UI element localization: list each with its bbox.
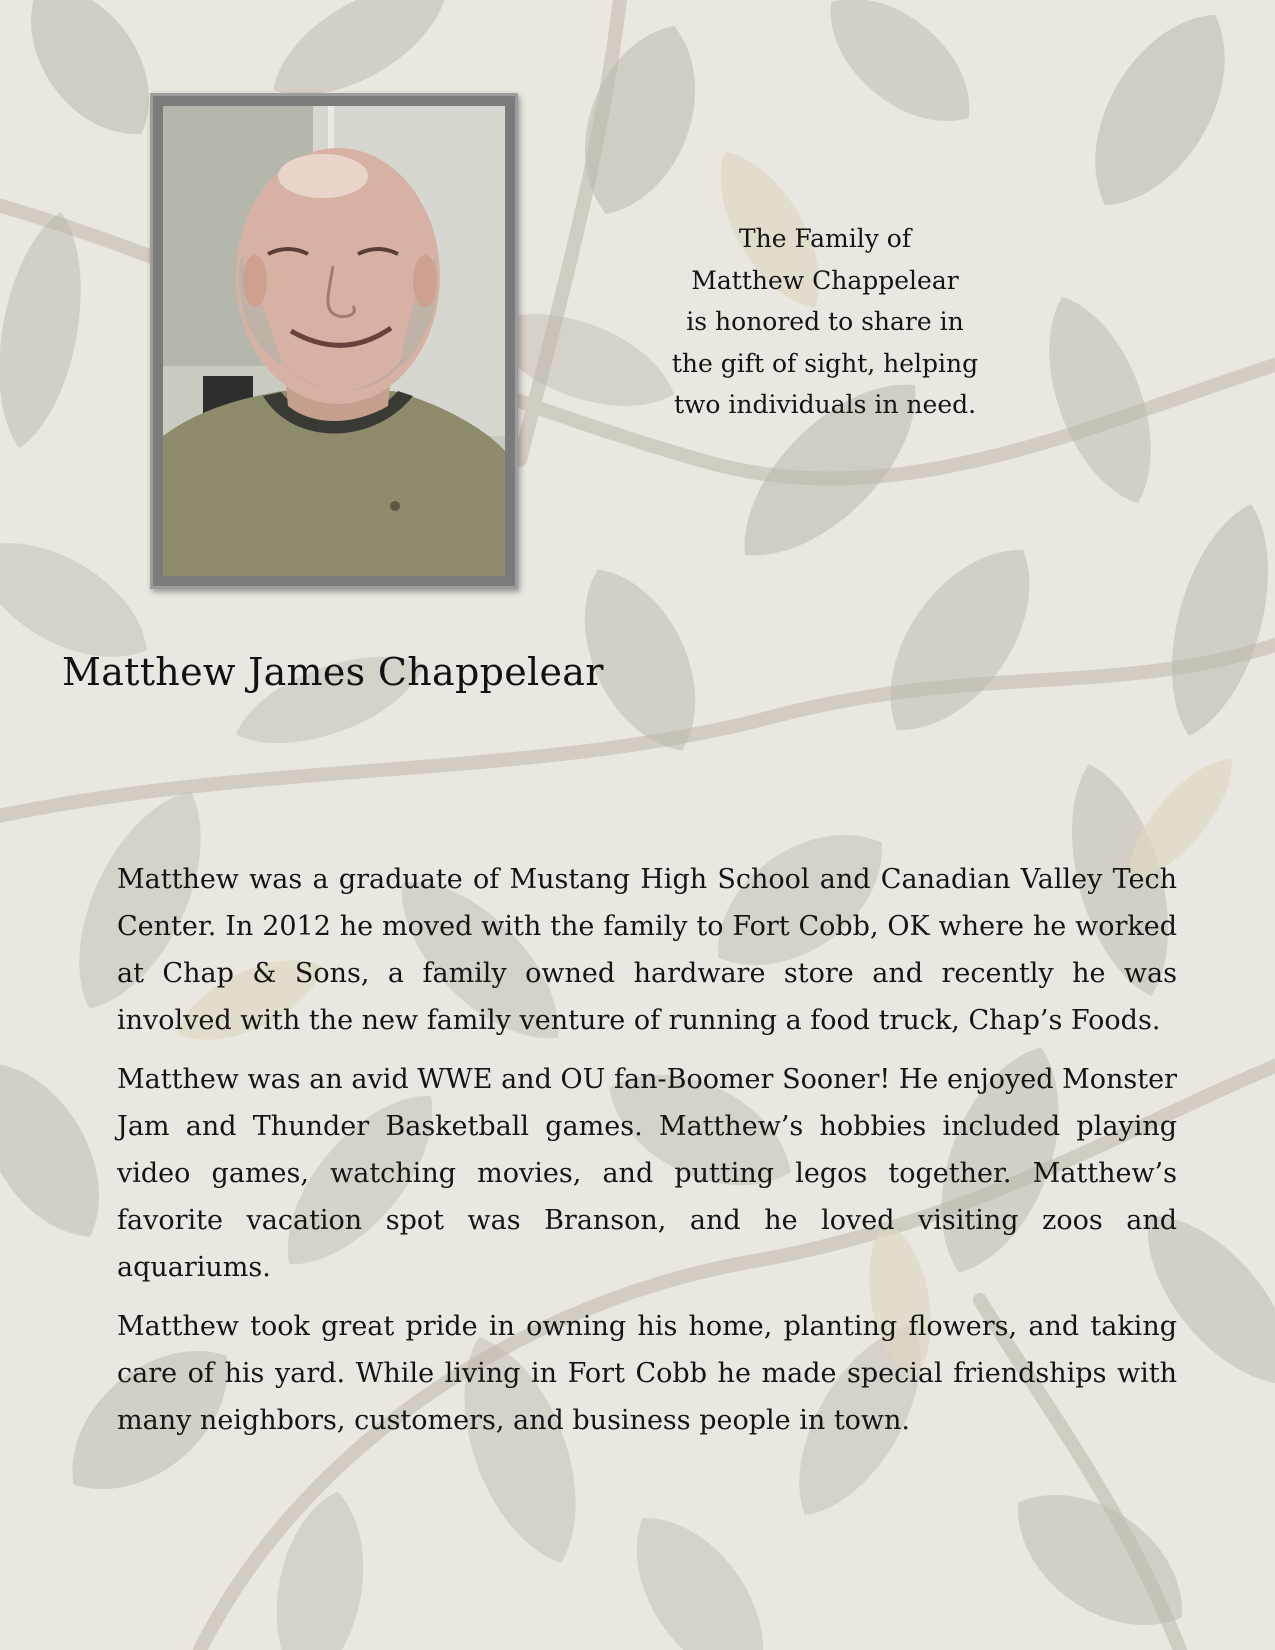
tribute-message xyxy=(625,218,1025,426)
bio-paragraph: Matthew was an avid WWE and OU fan-Boomer Sooner! He enjoyed Monster Jam and Thunder Basketball games. Matthew’s hobbies included playing video games, watching movies, and putting legos together. Matthew’s favorite vacation spot was Branson, and he loved visiting zoos and aquariums. xyxy=(117,1064,1177,1283)
tribute-line: is honored to share in xyxy=(686,307,964,336)
tribute-line: the gift of sight, helping xyxy=(671,348,979,378)
biography xyxy=(117,856,1177,1456)
tribute-line: The Family of xyxy=(738,224,912,253)
person-name: Matthew James Chappelear xyxy=(62,650,604,694)
tribute-line: Matthew Chappelear xyxy=(691,265,959,295)
tribute-line: two individuals in need. xyxy=(673,390,977,419)
portrait-photo xyxy=(163,106,505,576)
bio-paragraph: Matthew was a graduate of Mustang High School and Canadian Valley Tech Center. In 2012 he moved with the family to Fort Cobb, OK where he worked at Chap & Sons, a family owned hardware store and recently he was involved with the new family venture of running a food truck, Chap’s Foods. xyxy=(117,864,1177,1036)
portrait-frame xyxy=(150,93,518,589)
bio-paragraph: Matthew took great pride in owning his home, planting flowers, and taking care of his yard. While living in Fort Cobb he made special friendships with many neighbors, customers, and business people in town. xyxy=(117,1311,1177,1436)
